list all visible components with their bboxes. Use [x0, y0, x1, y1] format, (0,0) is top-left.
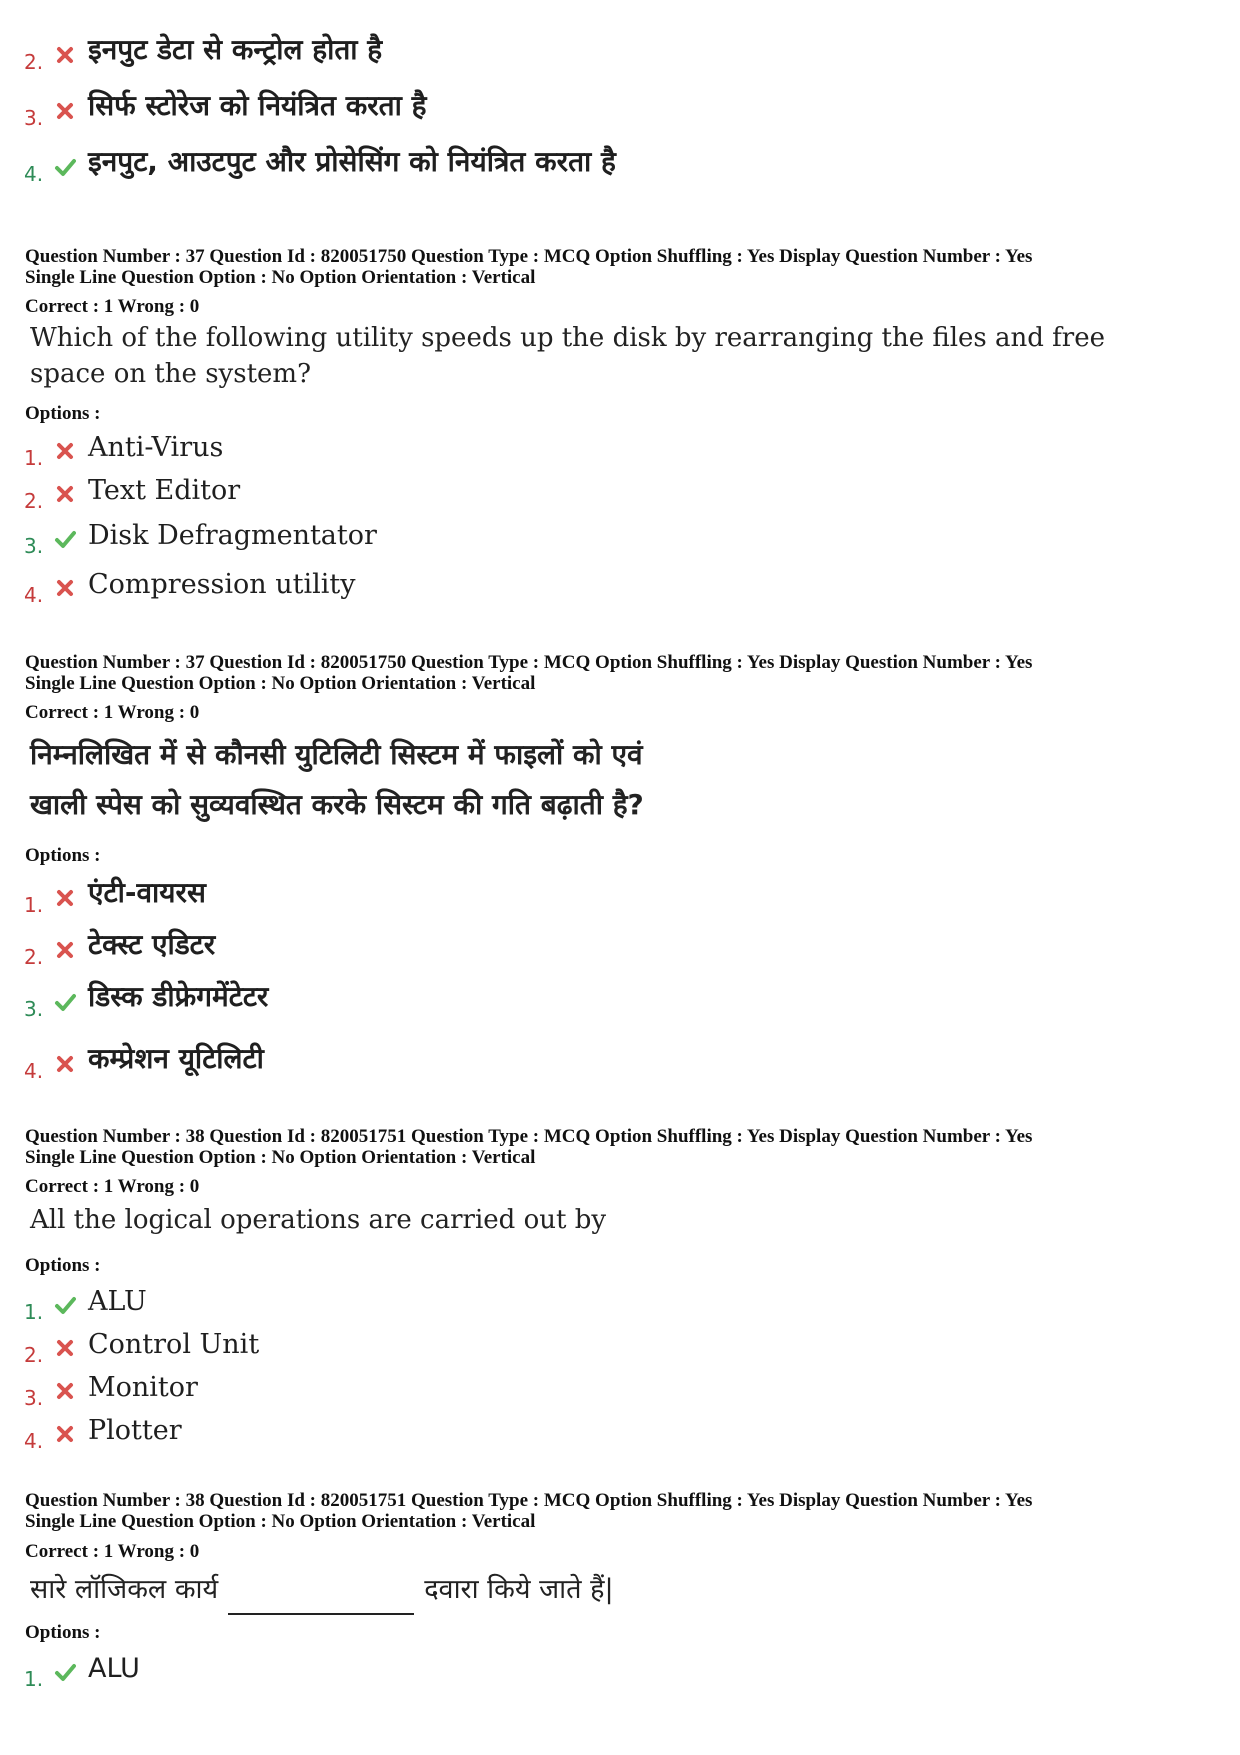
option-number: 2. — [24, 50, 44, 74]
meta-line-2: Single Line Question Option : No Option Orientation : Vertical — [25, 1147, 536, 1168]
option-number: 3. — [24, 534, 44, 558]
cross-icon — [54, 100, 76, 122]
cross-icon — [54, 577, 76, 599]
meta-line-1: Question Number : 38 Question Id : 820051751 Question Type : MCQ Option Shuffling : Yes Display Question Number : Yes — [25, 1490, 1033, 1511]
cross-icon — [54, 1423, 76, 1445]
marks-line: Correct : 1 Wrong : 0 — [25, 1176, 200, 1197]
question-meta — [25, 1490, 1032, 1532]
marks-line: Correct : 1 Wrong : 0 — [25, 1541, 200, 1562]
marks-line: Correct : 1 Wrong : 0 — [25, 702, 200, 723]
option-number: 2. — [24, 489, 44, 513]
question-text-line-1: Which of the following utility speeds up the disk by rearranging the files and free — [30, 323, 1106, 353]
option-text: इनपुट, आउटपुट और प्रोसेसिंग को नियंत्रित करता है — [88, 145, 616, 178]
option-text: Text Editor — [88, 475, 241, 506]
option-text: Plotter — [88, 1415, 182, 1446]
option-text: Monitor — [88, 1372, 198, 1403]
check-icon — [54, 1294, 76, 1316]
cross-icon — [54, 1053, 76, 1075]
options-label: Options : — [25, 1255, 101, 1276]
check-icon — [54, 528, 76, 550]
meta-line-2: Single Line Question Option : No Option Orientation : Vertical — [25, 673, 536, 694]
question-text-part-1: सारे लॉजिकल कार्य — [30, 1574, 219, 1605]
option-number: 2. — [24, 945, 44, 969]
check-icon — [54, 1661, 76, 1683]
check-icon — [54, 156, 76, 178]
option-text: ALU — [88, 1653, 140, 1684]
option-text: Compression utility — [88, 569, 356, 600]
question-text — [30, 1565, 614, 1615]
option-text: Disk Defragmentator — [88, 520, 377, 551]
meta-line-1: Question Number : 37 Question Id : 820051750 Question Type : MCQ Option Shuffling : Yes Display Question Number : Yes — [25, 652, 1033, 673]
option-number: 4. — [24, 583, 44, 607]
question-meta — [25, 652, 1032, 694]
meta-line-1: Question Number : 38 Question Id : 820051751 Question Type : MCQ Option Shuffling : Yes Display Question Number : Yes — [25, 1126, 1033, 1147]
cross-icon — [54, 939, 76, 961]
option-text: कम्प्रेशन यूटिलिटी — [88, 1042, 264, 1075]
option-number: 3. — [24, 1386, 44, 1410]
option-number: 4. — [24, 1059, 44, 1083]
meta-line-2: Single Line Question Option : No Option Orientation : Vertical — [25, 267, 536, 288]
option-text: एंटी-वायरस — [88, 876, 206, 909]
option-text: Anti-Virus — [88, 432, 224, 463]
options-label: Options : — [25, 1622, 101, 1643]
cross-icon — [54, 1380, 76, 1402]
option-text: डिस्क डीफ्रेगमेंटेटर — [88, 980, 269, 1013]
question-meta — [25, 246, 1032, 288]
question-text-line-2: space on the system? — [30, 359, 312, 389]
option-number: 3. — [24, 997, 44, 1021]
question-text-line-2: खाली स्पेस को सुव्यवस्थित करके सिस्टम की गति बढ़ाती है? — [30, 788, 644, 821]
cross-icon — [54, 440, 76, 462]
question-text — [30, 320, 1105, 392]
check-icon — [54, 991, 76, 1013]
option-text: इनपुट डेटा से कन्ट्रोल होता है — [88, 33, 383, 66]
option-text: सिर्फ स्टोरेज को नियंत्रित करता है — [88, 89, 427, 122]
option-number: 3. — [24, 106, 44, 130]
option-text: Control Unit — [88, 1329, 260, 1360]
question-text-line-1: निम्नलिखित में से कौनसी युटिलिटी सिस्टम में फाइलों को एवं — [30, 738, 643, 771]
question-text-part-2: दवारा किये जाते हैं| — [424, 1574, 614, 1605]
meta-line-1: Question Number : 37 Question Id : 820051750 Question Type : MCQ Option Shuffling : Yes Display Question Number : Yes — [25, 246, 1033, 267]
option-number: 2. — [24, 1343, 44, 1367]
option-number: 4. — [24, 162, 44, 186]
question-meta — [25, 1126, 1032, 1168]
option-number: 1. — [24, 1667, 44, 1691]
cross-icon — [54, 483, 76, 505]
marks-line: Correct : 1 Wrong : 0 — [25, 296, 200, 317]
option-number: 1. — [24, 446, 44, 470]
option-number: 4. — [24, 1429, 44, 1453]
cross-icon — [54, 44, 76, 66]
meta-line-2: Single Line Question Option : No Option Orientation : Vertical — [25, 1511, 536, 1532]
option-number: 1. — [24, 1300, 44, 1324]
fill-in-blank — [228, 1583, 414, 1615]
options-label: Options : — [25, 845, 101, 866]
options-label: Options : — [25, 403, 101, 424]
option-text: ALU — [88, 1286, 147, 1317]
cross-icon — [54, 887, 76, 909]
question-text — [30, 730, 644, 830]
option-text: टेक्स्ट एडिटर — [88, 928, 216, 961]
cross-icon — [54, 1337, 76, 1359]
question-text — [30, 1202, 606, 1238]
question-text-line-1: All the logical operations are carried out by — [30, 1205, 607, 1235]
option-number: 1. — [24, 893, 44, 917]
